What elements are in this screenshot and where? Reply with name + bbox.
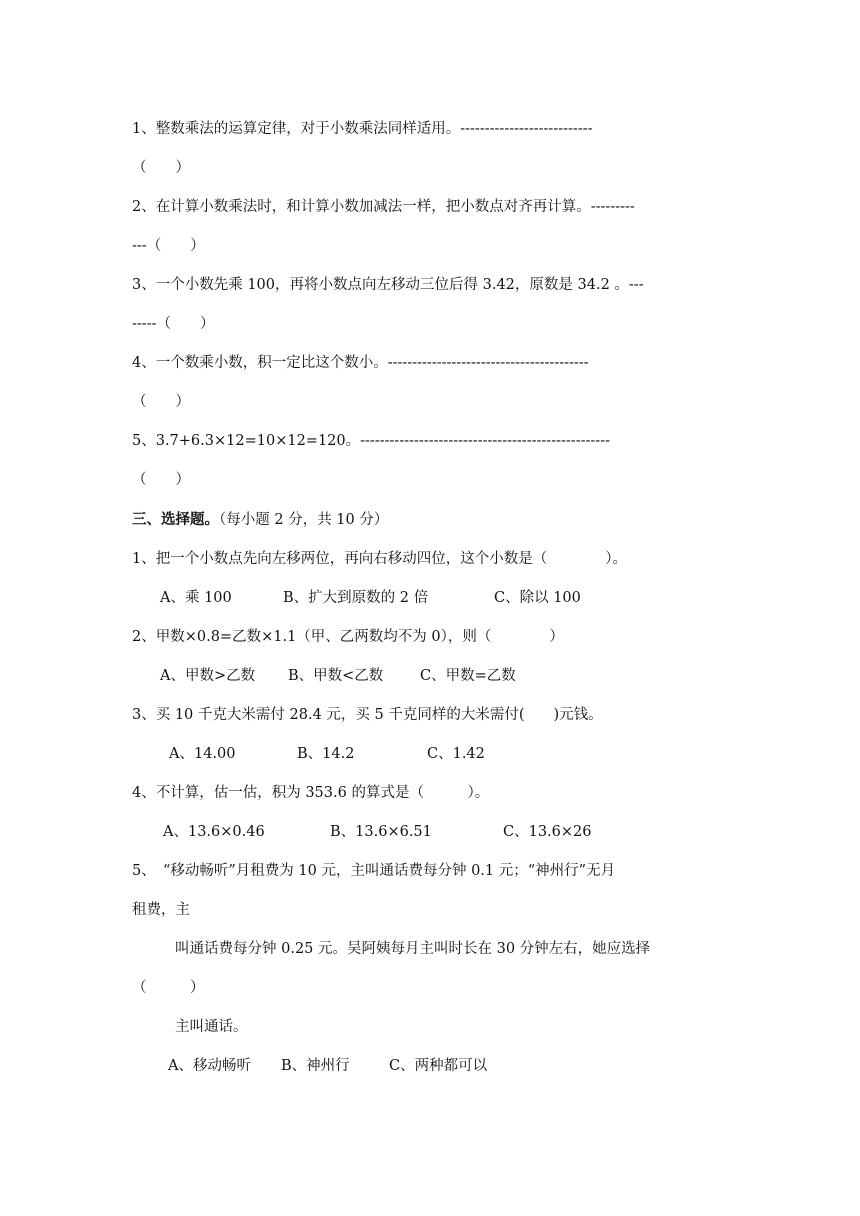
- option-c: C、两种都可以: [389, 1058, 488, 1074]
- choice-question-3: 3、买 10 千克大米需付 28.4 元，买 5 千克同样的大米需付( )元钱。: [132, 707, 603, 723]
- judgement-answer-2: ---（ ）: [132, 238, 205, 254]
- judgement-item-3: [132, 275, 644, 295]
- judgement-item-5: [132, 431, 610, 451]
- item-text: 3、一个小数先乘 100，再将小数点向左移动三位后得 3.42，原数是 34.2 。: [132, 277, 629, 293]
- option-a: A、13.6×0.46: [163, 824, 265, 840]
- judgement-answer-1: （ ）: [132, 160, 190, 176]
- heading-note: （每小题 2 分，共 10 分）: [219, 512, 389, 528]
- option-a: A、乘 100: [160, 590, 232, 606]
- dash-leader: -----------------------------------------: [387, 355, 589, 371]
- option-c: C、13.6×26: [503, 824, 592, 840]
- dash-leader: ---------: [590, 199, 635, 215]
- section-heading: [132, 510, 388, 530]
- item-text: 1、整数乘法的运算定律，对于小数乘法同样适用。: [132, 121, 461, 137]
- option-b: B、神州行: [281, 1058, 350, 1074]
- option-a: A、甲数>乙数: [160, 668, 256, 684]
- judgement-answer-5: （ ）: [132, 472, 190, 488]
- choice-question-5-line1: 5、 “移动畅听”月租费为 10 元，主叫通话费每分钟 0.1 元；“神州行”无月: [132, 863, 616, 879]
- choice-question-5-line3: 叫通话费每分钟 0.25 元。吴阿姨每月主叫时长在 30 分钟左右，她应选择: [175, 941, 651, 957]
- item-text: 4、一个数乘小数，积一定比这个数小。: [132, 355, 388, 371]
- option-b: B、甲数<乙数: [288, 668, 384, 684]
- judgement-item-4: [132, 353, 589, 373]
- dash-leader: ---------------------------------------------------: [360, 433, 610, 449]
- option-c: C、甲数=乙数: [420, 668, 516, 684]
- judgement-answer-3: -----（ ）: [132, 316, 215, 332]
- choice-question-5-line4: （ ）: [132, 980, 205, 996]
- choice-question-4: 4、不计算，估一估，积为 353.6 的算式是（ ）。: [132, 785, 490, 801]
- option-b: B、14.2: [297, 746, 355, 762]
- option-a: A、14.00: [169, 746, 236, 762]
- item-text: 2、在计算小数乘法时，和计算小数加减法一样，把小数点对齐再计算。: [132, 199, 591, 215]
- option-b: B、13.6×6.51: [330, 824, 432, 840]
- choice-question-2: 2、甲数×0.8=乙数×1.1（甲、乙两数均不为 0），则（ ）: [132, 629, 564, 645]
- judgement-answer-4: （ ）: [132, 394, 190, 410]
- heading-title: 三、选择题。: [132, 512, 219, 528]
- option-b: B、扩大到原数的 2 倍: [283, 590, 429, 606]
- choice-question-5-line5: 主叫通话。: [175, 1019, 248, 1035]
- dash-leader: ---: [628, 277, 644, 293]
- option-c: C、除以 100: [494, 590, 581, 606]
- choice-question-1: 1、把一个小数点先向左移两位，再向右移动四位，这个小数是（ ）。: [132, 551, 627, 567]
- judgement-item-1: [132, 119, 593, 139]
- item-text: 5、3.7+6.3×12=10×12=120。: [132, 433, 361, 449]
- option-a: A、移动畅听: [168, 1058, 251, 1074]
- judgement-item-2: [132, 197, 635, 217]
- option-c: C、1.42: [427, 746, 485, 762]
- dash-leader: ---------------------------: [460, 121, 593, 137]
- choice-question-5-line2: 租费，主: [132, 902, 190, 918]
